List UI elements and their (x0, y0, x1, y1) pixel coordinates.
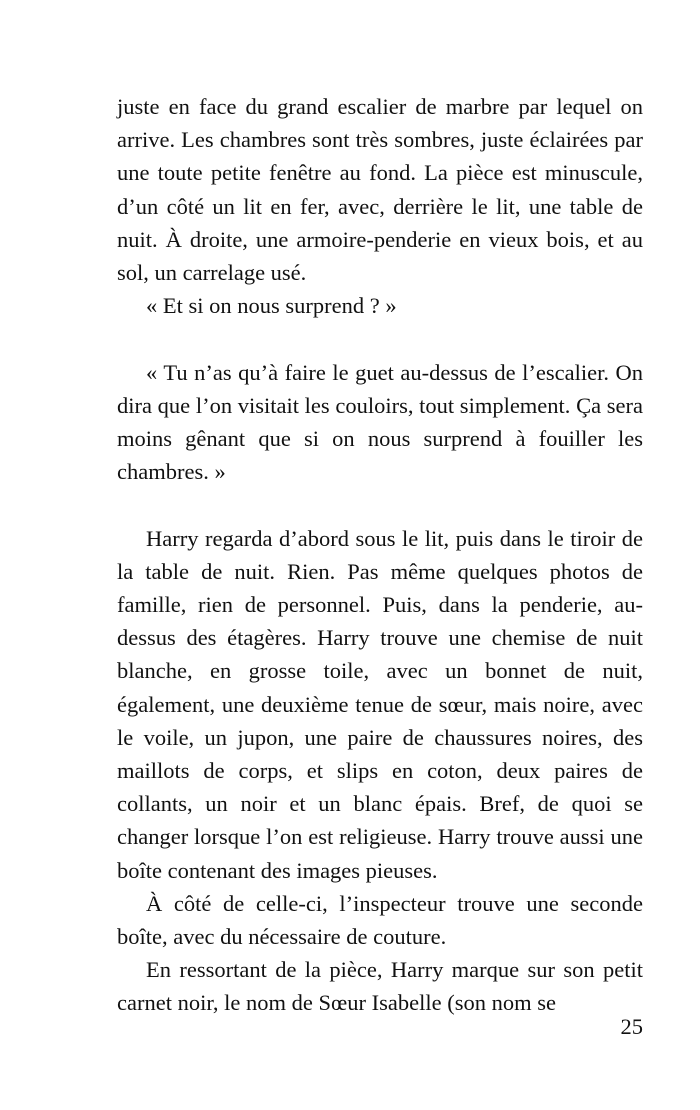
paragraph-3: « Tu n’as qu’à faire le guet au-dessus de l’escalier. On dira que l’on visitait les couloirs, tout simplement. Ça sera moins gênant que si on nous surprend à fouiller les chambres. » (117, 359, 643, 485)
paragraph-4: Harry regarda d’abord sous le lit, puis dans le tiroir de la table de nuit. Rien. Pas même quelques photos de famille, rien de personnel. Puis, dans la penderie, au-dessus des étagères. Harry trouve une chemise de nuit blanche, en grosse toile, avec un bonnet de nuit, également, une deuxième tenue de sœur, mais noire, avec le voile, un jupon, une paire de chaussures noires, des maillots de corps, et slips en coton, deux paires de collants, un noir et un blanc épais. Bref, de quoi se changer lorsque l’on est religieuse. Harry trouve aussi une boîte contenant des images pieuses. (117, 525, 643, 883)
paragraph-2: « Et si on nous surprend ? » (146, 293, 397, 319)
paragraph-1: juste en face du grand escalier de marbre par lequel on arrive. Les chambres sont très sombres, juste éclairées par une toute petite fenêtre au fond. La pièce est minuscule, d’un côté un lit en fer, avec, derrière le lit, une table de nuit. À droite, une armoire-penderie en vieux bois, et au sol, un carrelage usé. (117, 94, 643, 286)
paragraph-5: À côté de celle-ci, l’inspecteur trouve une seconde boîte, avec du nécessaire de couture. (117, 890, 643, 950)
body-text (117, 90, 643, 1020)
paragraph-6: En ressortant de la pièce, Harry marque sur son petit carnet noir, le nom de Sœur Isabelle (son nom se (117, 957, 643, 1016)
page-number: 25 (620, 1014, 643, 1039)
